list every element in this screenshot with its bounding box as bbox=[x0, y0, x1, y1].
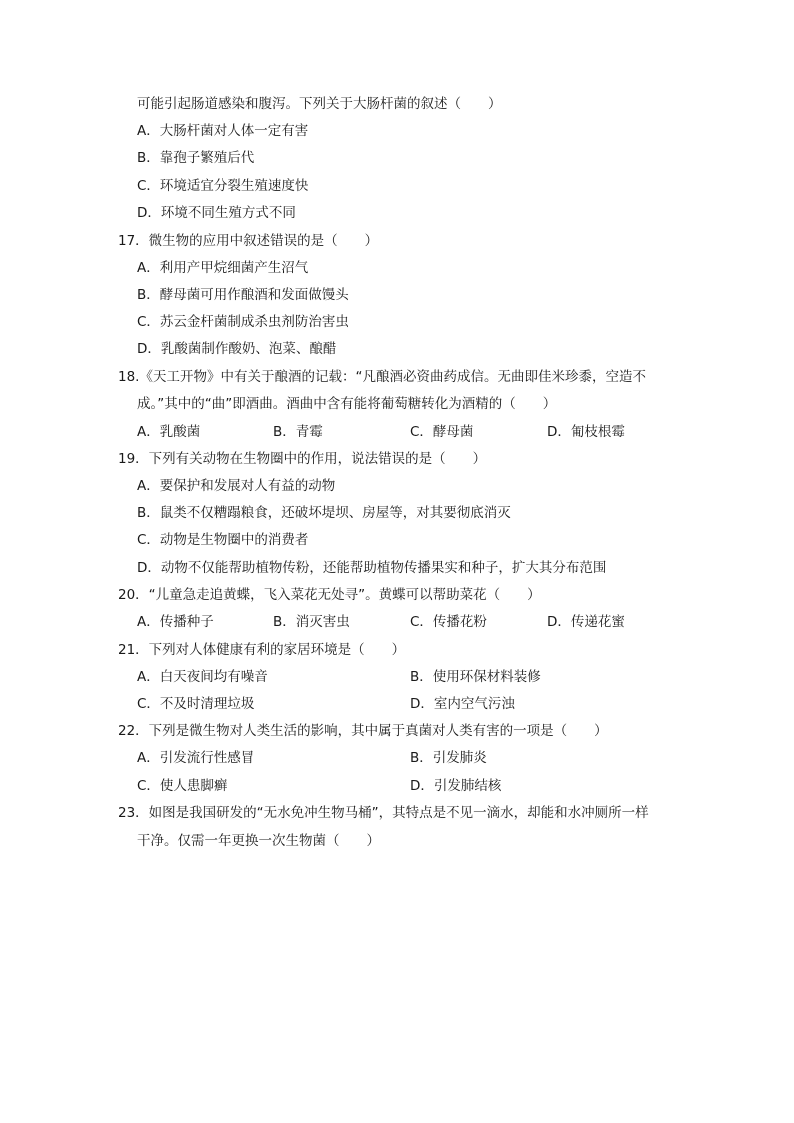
q19-stem: 19．下列有关动物在生物圈中的作用，说法错误的是（ ） bbox=[118, 451, 487, 467]
q17-option-b: B．酵母菌可用作酿酒和发面做馒头 bbox=[137, 287, 349, 303]
q18-option-c: C．酵母菌 bbox=[410, 424, 474, 440]
q21-option-d: D．室内空气污浊 bbox=[410, 696, 515, 712]
q16-option-c: C．环境适宜分裂生殖速度快 bbox=[137, 178, 309, 194]
q21-option-b: B．使用环保材料装修 bbox=[410, 669, 541, 685]
q18-stem-line2: 成。”其中的“曲”即酒曲。酒曲中含有能将葡萄糖转化为酒精的（ ） bbox=[137, 396, 557, 412]
q21-stem: 21．下列对人体健康有利的家居环境是（ ） bbox=[118, 642, 406, 658]
q21-option-c: C．不及时清理垃圾 bbox=[137, 696, 255, 712]
q20-option-c: C．传播花粉 bbox=[410, 614, 487, 630]
q23-stem-line2: 干净。仅需一年更换一次生物菌（ ） bbox=[137, 833, 380, 849]
q17-option-c: C．苏云金杆菌制成杀虫剂防治害虫 bbox=[137, 314, 349, 330]
q20-option-d: D．传递花蜜 bbox=[547, 614, 625, 630]
q17-option-d: D．乳酸菌制作酸奶、泡菜、酿醋 bbox=[137, 341, 337, 357]
q23-stem-line1: 23．如图是我国研发的“无水免冲生物马桶”，其特点是不见一滴水，却能和水冲厕所一样 bbox=[118, 805, 649, 821]
q18-option-a: A．乳酸菌 bbox=[137, 424, 201, 440]
q22-stem: 22．下列是微生物对人类生活的影响，其中属于真菌对人类有害的一项是（ ） bbox=[118, 723, 608, 739]
q16-option-a: A．大肠杆菌对人体一定有害 bbox=[137, 123, 309, 139]
q19-option-b: B．鼠类不仅糟蹋粮食，还破坏堤坝、房屋等，对其要彻底消灭 bbox=[137, 505, 511, 521]
q20-option-b: B．消灭害虫 bbox=[273, 614, 350, 630]
q22-option-b: B．引发肺炎 bbox=[410, 750, 487, 766]
q22-option-a: A．引发流行性感冒 bbox=[137, 750, 255, 766]
q18-stem-line1: 18.《天工开物》中有关于酿酒的记载：“凡酿酒必资曲药成信。无曲即佳米珍黍，空造不 bbox=[118, 369, 646, 385]
q16-option-d: D．环境不同生殖方式不同 bbox=[137, 205, 296, 221]
q22-option-c: C．使人患脚癣 bbox=[137, 778, 228, 794]
q20-stem: 20．“儿童急走追黄蝶，飞入菜花无处寻”。黄蝶可以帮助菜花（ ） bbox=[118, 587, 541, 603]
q19-option-c: C．动物是生物圈中的消费者 bbox=[137, 532, 309, 548]
q18-option-d: D．匍枝根霉 bbox=[547, 424, 625, 440]
q17-stem: 17．微生物的应用中叙述错误的是（ ） bbox=[118, 233, 379, 249]
q19-option-a: A．要保护和发展对人有益的动物 bbox=[137, 478, 336, 494]
q20-option-a: A．传播种子 bbox=[137, 614, 214, 630]
q19-option-d: D．动物不仅能帮助植物传粉，还能帮助植物传播果实和种子，扩大其分布范围 bbox=[137, 560, 607, 576]
q16-continuation: 可能引起肠道感染和腹泻。下列关于大肠杆菌的叙述（ ） bbox=[137, 96, 502, 112]
q21-option-a: A．白天夜间均有噪音 bbox=[137, 669, 268, 685]
q16-option-b: B．靠孢子繁殖后代 bbox=[137, 150, 255, 166]
q17-option-a: A．利用产甲烷细菌产生沼气 bbox=[137, 260, 309, 276]
q18-option-b: B．青霉 bbox=[273, 424, 323, 440]
q22-option-d: D．引发肺结核 bbox=[410, 778, 502, 794]
